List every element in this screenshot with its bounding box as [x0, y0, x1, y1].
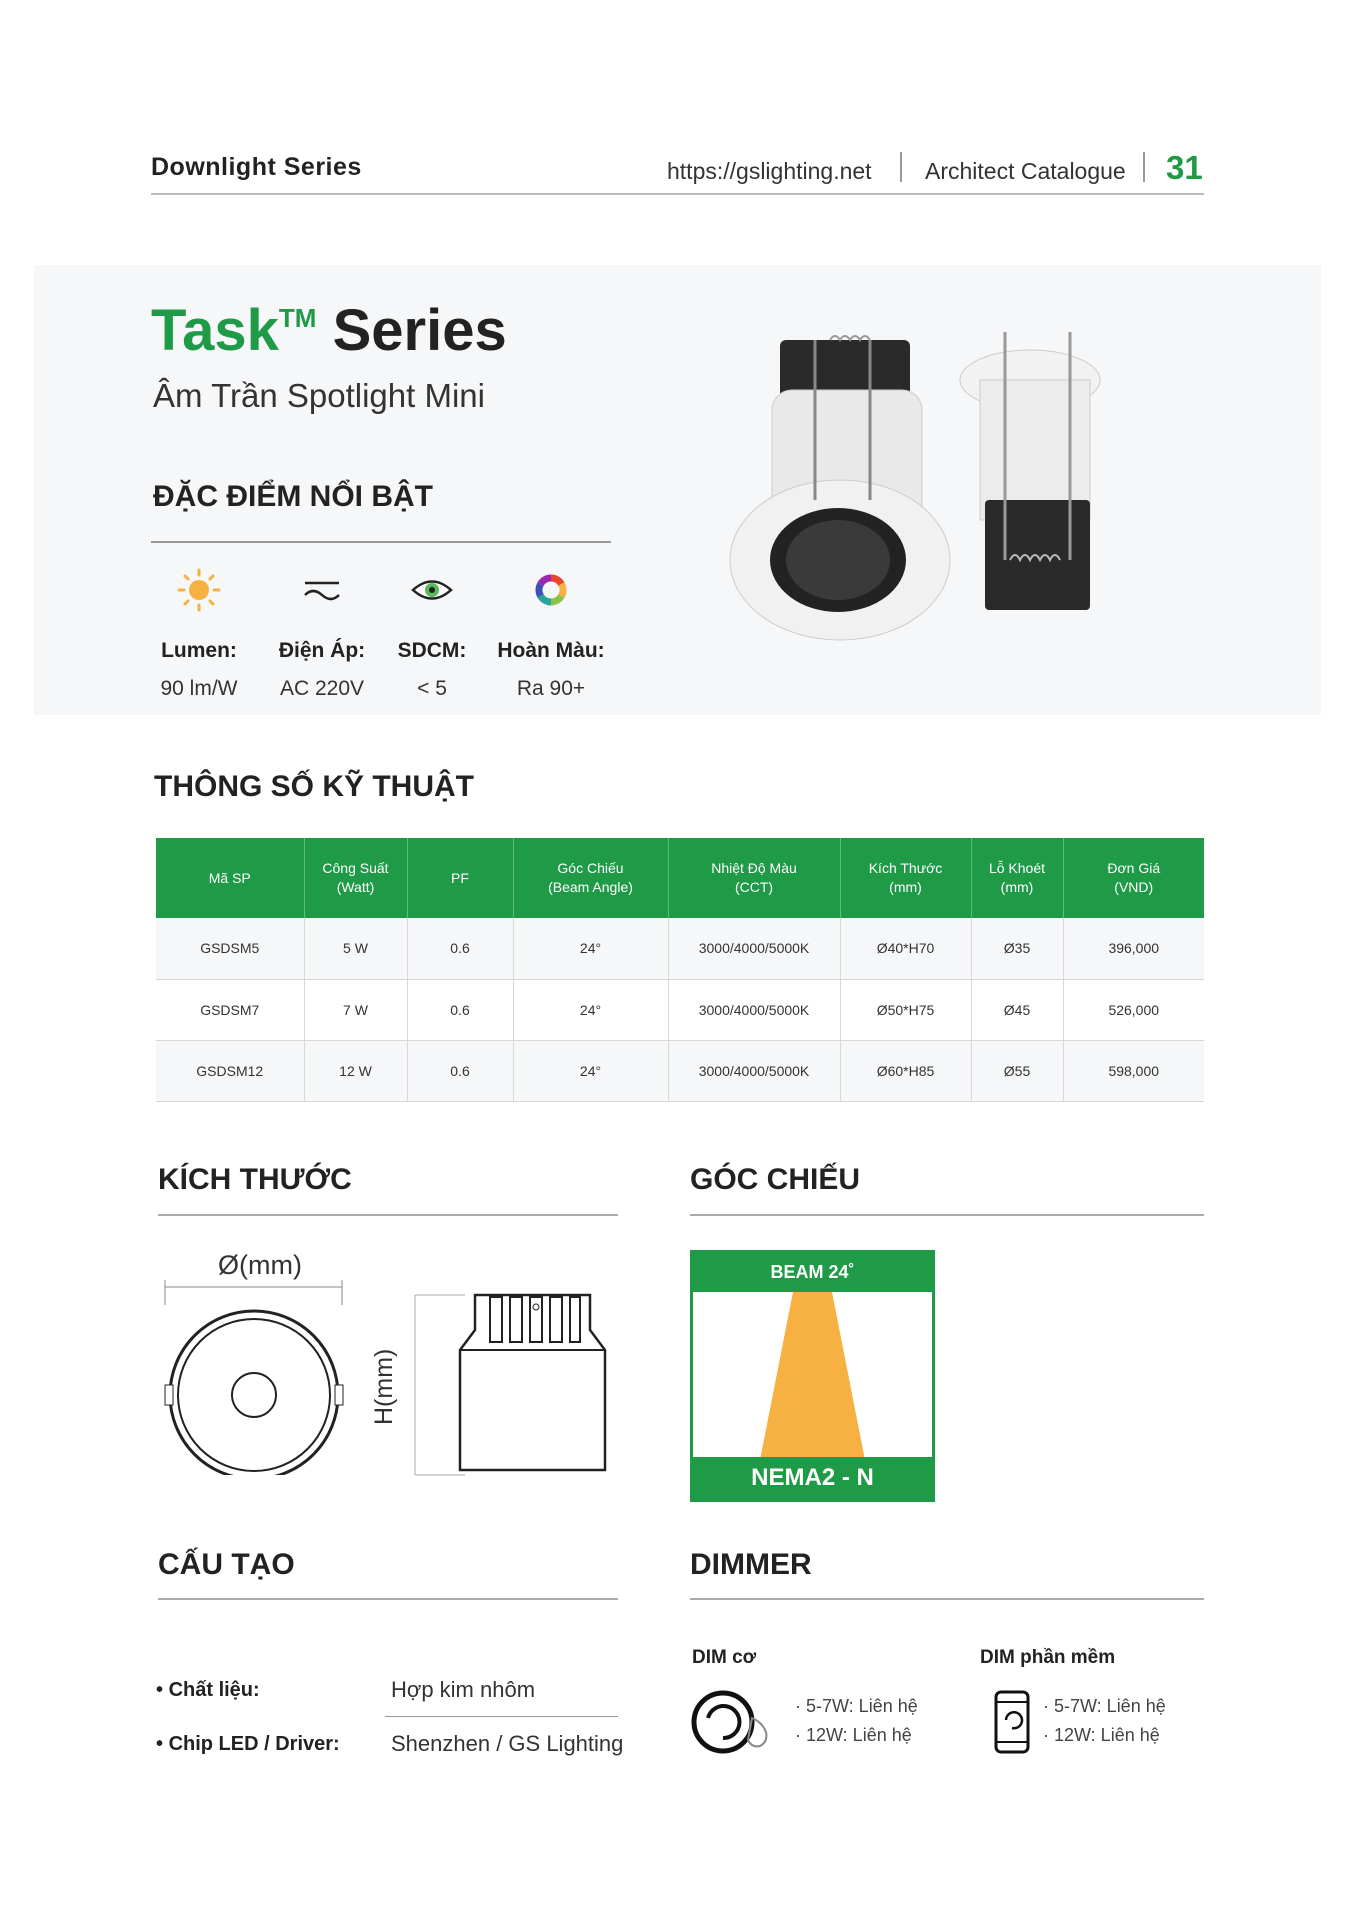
product-title: Task™ Series — [151, 298, 507, 363]
col-header: Nhiệt Độ Màu (CCT) — [668, 838, 840, 918]
cell-size: Ø50*H75 — [840, 979, 971, 1040]
cell-cct: 3000/4000/5000K — [668, 918, 840, 979]
cell-beam: 24° — [513, 979, 668, 1040]
table-row — [156, 1040, 1204, 1101]
phone-dimmer-icon — [993, 1690, 1033, 1756]
col-header: Đơn Giá (VND) — [1063, 838, 1204, 918]
beam-heading: GÓC CHIẾU — [690, 1163, 861, 1196]
col-header: Công Suất (Watt) — [304, 838, 407, 918]
cell-cutout: Ø55 — [971, 1040, 1063, 1101]
feature-sdcm: SDCM: < 5 — [367, 567, 497, 701]
cell-size: Ø60*H85 — [840, 1040, 971, 1101]
cell-model: GSDSM5 — [156, 918, 304, 979]
cell-power: 7 W — [304, 979, 407, 1040]
cell-price: 396,000 — [1063, 918, 1204, 979]
dimension-top-drawing — [160, 1275, 350, 1475]
color-wheel-icon — [486, 567, 616, 613]
construction-row-rule — [385, 1716, 618, 1717]
beam-angle-label: BEAM 24˚ — [693, 1253, 932, 1292]
dimension-side-drawing — [410, 1285, 620, 1480]
table-row — [156, 979, 1204, 1040]
catalogue-label: Architect Catalogue — [925, 158, 1126, 184]
chip-driver-value: Shenzhen / GS Lighting — [391, 1731, 624, 1756]
dimensions-rule — [158, 1214, 618, 1216]
cell-cct: 3000/4000/5000K — [668, 979, 840, 1040]
beam-nema-label: NEMA2 - N — [693, 1457, 932, 1499]
cell-pf: 0.6 — [407, 918, 513, 979]
cell-model: GSDSM7 — [156, 979, 304, 1040]
spec-table — [156, 838, 1204, 1102]
product-subtitle: Âm Trần Spotlight Mini — [153, 377, 485, 414]
dim-software-title: DIM phần mềm — [980, 1647, 1116, 1668]
table-header-row — [156, 838, 1204, 918]
features-heading: ĐẶC ĐIỂM NỔI BẬT — [153, 480, 433, 513]
construction-rule — [158, 1598, 618, 1600]
cell-price: 526,000 — [1063, 979, 1204, 1040]
cell-power: 12 W — [304, 1040, 407, 1101]
col-header: Lỗ Khoét (mm) — [971, 838, 1063, 918]
cell-cct: 3000/4000/5000K — [668, 1040, 840, 1101]
cell-cutout: Ø35 — [971, 918, 1063, 979]
knob-dimmer-icon — [690, 1688, 790, 1758]
col-header: Góc Chiếu (Beam Angle) — [513, 838, 668, 918]
product-image — [720, 320, 1140, 680]
specs-heading: THÔNG SỐ KỸ THUẬT — [154, 770, 474, 803]
cell-pf: 0.6 — [407, 1040, 513, 1101]
col-header: Mã SP — [156, 838, 304, 918]
header-divider — [900, 152, 902, 182]
height-label: H(mm) — [370, 1348, 398, 1425]
website-link[interactable]: https://gslighting.net — [667, 158, 872, 184]
material-label: • Chất liệu: — [156, 1679, 260, 1701]
cell-beam: 24° — [513, 1040, 668, 1101]
construction-heading: CẤU TẠO — [158, 1548, 295, 1581]
cell-model: GSDSM12 — [156, 1040, 304, 1101]
dimmer-rule — [690, 1598, 1204, 1600]
cell-cutout: Ø45 — [971, 979, 1063, 1040]
header-divider — [1143, 152, 1145, 182]
feature-lumen: Lumen: 90 lm/W — [134, 567, 264, 701]
dimensions-heading: KÍCH THƯỚC — [158, 1163, 352, 1196]
beam-diagram — [690, 1250, 935, 1502]
diameter-label: Ø(mm) — [218, 1250, 302, 1280]
sun-icon — [134, 567, 264, 613]
table-row — [156, 918, 1204, 979]
header-rule — [151, 193, 1204, 195]
dim-software-lines: · 5-7W: Liên hệ · 12W: Liên hệ — [1043, 1696, 1166, 1745]
page-number: 31 — [1166, 149, 1203, 186]
dim-mechanical-title: DIM cơ — [692, 1647, 757, 1668]
dimmer-heading: DIMMER — [690, 1548, 812, 1581]
chip-driver-label: • Chip LED / Driver: — [156, 1733, 340, 1755]
series-label: Downlight Series — [151, 153, 362, 181]
beam-rule — [690, 1214, 1204, 1216]
col-header: PF — [407, 838, 513, 918]
cell-pf: 0.6 — [407, 979, 513, 1040]
feature-voltage: Điện Áp: AC 220V — [257, 567, 387, 701]
material-value: Hợp kim nhôm — [391, 1677, 536, 1702]
beam-cone — [693, 1292, 932, 1460]
cell-price: 598,000 — [1063, 1040, 1204, 1101]
dim-mechanical-lines: · 5-7W: Liên hệ · 12W: Liên hệ — [795, 1696, 918, 1745]
col-header: Kích Thước (mm) — [840, 838, 971, 918]
eye-icon — [367, 567, 497, 613]
cell-power: 5 W — [304, 918, 407, 979]
features-rule — [151, 541, 611, 543]
feature-cri: Hoàn Màu: Ra 90+ — [486, 567, 616, 701]
cell-beam: 24° — [513, 918, 668, 979]
cell-size: Ø40*H70 — [840, 918, 971, 979]
